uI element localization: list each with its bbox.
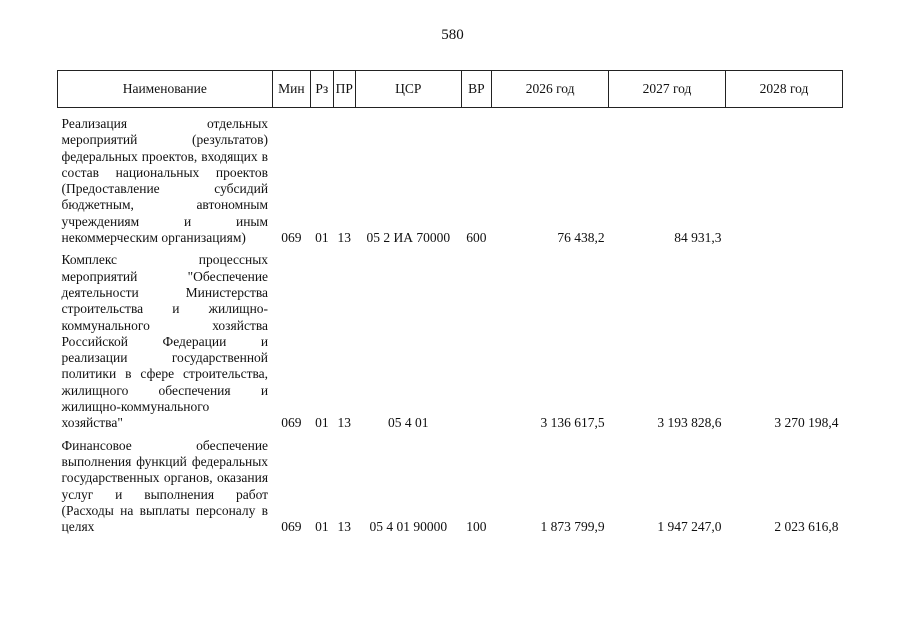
header-name: Наименование [58, 71, 273, 108]
row-name: Финансовое обеспечение выполнения функций федеральных государственных органов, оказания услуг и выполнения работ (Расходы на выплаты персоналу в целях [61, 437, 269, 535]
row-vr [461, 252, 492, 437]
row-name: Реализация отдельных мероприятий (результатов) федеральных проектов, входящих в состав национальных проектов (Предоставление субсидий бюджетным, автономным учреждениям и иным некоммерческим организациям) [61, 116, 269, 246]
header-2027: 2027 год [609, 71, 726, 108]
row-rz: 01 [315, 519, 329, 535]
row-min: 069 [281, 230, 302, 246]
header-csr: ЦСР [355, 71, 461, 108]
header-pr: ПР [333, 71, 355, 108]
header-min: Мин [272, 71, 311, 108]
row-name: Комплекс процессных мероприятий "Обеспечение деятельности Министерства строительства и жилищно-коммунального хозяйства Российской Федерации и реализации государственной политики в сфере строительства, жилищного обеспечения и жилищно-коммунального хозяйства" [61, 252, 269, 431]
page-number: 580 [441, 27, 464, 43]
header-2028: 2028 год [725, 71, 842, 108]
table-row [58, 438, 843, 542]
row-2026: 1 873 799,9 [540, 519, 605, 535]
table-row [58, 252, 843, 437]
row-rz: 01 [315, 230, 329, 246]
row-2027: 3 193 828,6 [657, 415, 722, 431]
row-2028 [725, 108, 842, 253]
row-2026: 76 438,2 [557, 230, 605, 246]
row-csr: 05 4 01 [388, 415, 429, 431]
header-vr: ВР [461, 71, 492, 108]
row-vr: 100 [466, 519, 487, 535]
row-vr: 600 [466, 230, 487, 246]
row-pr: 13 [337, 230, 351, 246]
row-2027: 1 947 247,0 [657, 519, 722, 535]
table-row [58, 108, 843, 253]
row-rz: 01 [315, 415, 329, 431]
row-min: 069 [281, 415, 302, 431]
row-2028: 3 270 198,4 [774, 415, 839, 431]
row-pr: 13 [337, 415, 351, 431]
budget-table [57, 70, 843, 541]
table-header [58, 71, 843, 108]
row-csr: 05 4 01 90000 [369, 519, 448, 535]
header-2026: 2026 год [492, 71, 609, 108]
row-2027: 84 931,3 [674, 230, 722, 246]
header-rz: Рз [311, 71, 333, 108]
row-2026: 3 136 617,5 [540, 415, 605, 431]
row-csr: 05 2 ИА 70000 [366, 230, 451, 246]
row-min: 069 [281, 519, 302, 535]
row-pr: 13 [337, 519, 351, 535]
row-2028: 2 023 616,8 [774, 519, 839, 535]
